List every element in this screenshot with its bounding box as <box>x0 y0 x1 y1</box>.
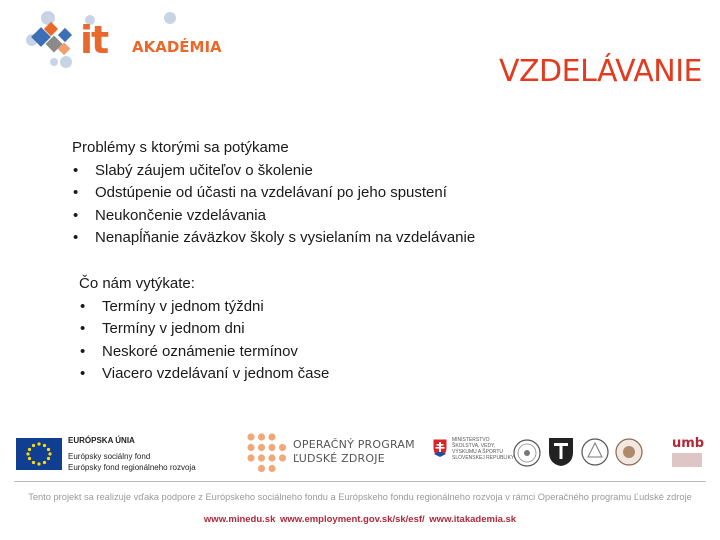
logo-akademia-text: AKADÉMIA <box>132 38 222 56</box>
problems-heading: Problémy s ktorými sa potýkame <box>72 139 289 156</box>
problems-list <box>72 160 475 250</box>
slovak-coat-of-arms-icon <box>432 438 448 458</box>
list-item: • Termíny v jednom dni <box>79 318 329 341</box>
eu-stars-icon <box>16 438 62 470</box>
eu-esf: Európsky sociálny fond <box>68 452 151 461</box>
ministry-logo-text <box>452 437 514 461</box>
footer-links: www.minedu.sk www.employment.gov.sk/sk/esf/ www.itakademia.sk <box>203 514 517 525</box>
list-item: • Neukončenie vzdelávania <box>72 205 475 228</box>
list-item: • Termíny v jednom týždni <box>79 296 329 319</box>
op-logo-text <box>293 438 415 466</box>
list-item: • Neskoré oznámenie termínov <box>79 341 329 364</box>
complaints-list <box>79 296 329 386</box>
umb-logo-text: umb <box>672 436 705 451</box>
ministry-line: MINISTERSTVO <box>452 437 490 443</box>
complaints-heading: Čo nám vytýkate: <box>79 275 195 292</box>
it-akademia-logo <box>20 8 222 72</box>
list-item: • Odstúpenie od účasti na vzdelávaní po jeho spustení <box>72 182 475 205</box>
list-item: • Viacero vzdelávaní v jednom čase <box>79 363 329 386</box>
list-item: • Slabý záujem učiteľov o školenie <box>72 160 475 183</box>
footer-note: Tento projekt sa realizuje vďaka podpore z Európskeho sociálneho fondu a Európskeho fondu regionálneho rozvoja v rámci Operačného programu Ľudské zdroje <box>28 492 692 502</box>
ministry-line: SLOVENSKEJ REPUBLIKY <box>452 455 515 461</box>
ministry-line: ŠKOLSTVA, VEDY, <box>452 443 496 449</box>
op-line2: ĽUDSKÉ ZDROJE <box>293 452 385 465</box>
ministry-line: VÝSKUMU A ŠPORTU <box>452 449 504 455</box>
university-seal-icon <box>580 437 610 467</box>
slide-title: VZDELÁVANIE <box>498 54 702 89</box>
footer-divider <box>14 481 706 482</box>
op-line1: OPERAČNÝ PROGRAM <box>293 438 415 451</box>
umb-logo-banner <box>672 453 702 467</box>
eu-logo-text <box>68 435 196 473</box>
eu-erdf: Európsky fond regionálneho rozvoja <box>68 463 196 472</box>
list-item: • Nenapĺňanie záväzkov školy s vysielaním na vzdelávanie <box>72 227 475 250</box>
partner-logos <box>0 428 720 480</box>
problems-section <box>72 137 475 250</box>
university-seal-icon <box>614 437 644 467</box>
eu-flag-icon <box>16 438 62 470</box>
tu-logo-icon <box>547 436 575 468</box>
university-seal-icon <box>512 438 542 468</box>
op-dots-icon <box>246 432 288 474</box>
complaints-section <box>79 273 329 386</box>
logo-it-text: it <box>80 18 108 62</box>
eu-title: EURÓPSKA ÚNIA <box>68 436 135 445</box>
